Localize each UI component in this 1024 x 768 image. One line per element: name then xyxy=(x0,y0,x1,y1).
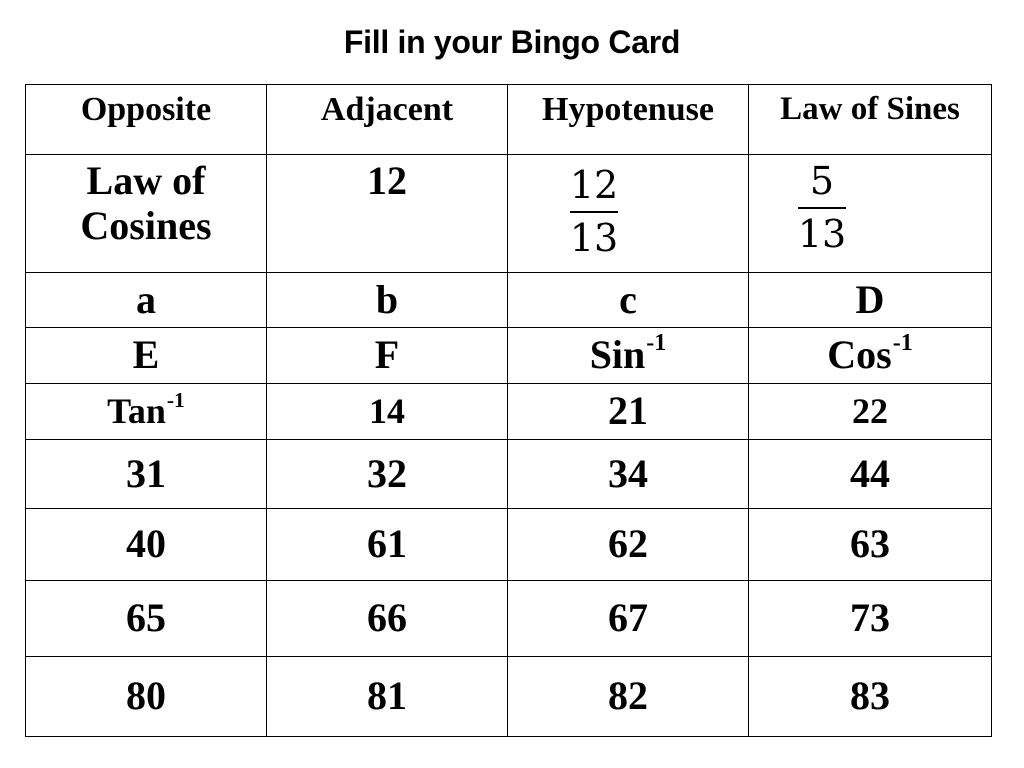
bingo-cell: c xyxy=(508,273,749,328)
bingo-cell: a xyxy=(26,273,267,328)
header-cell-hypotenuse: Hypotenuse xyxy=(508,85,749,155)
table-row xyxy=(26,440,992,509)
bingo-cell: 66 xyxy=(267,581,508,657)
bingo-cell-inverse-tangent xyxy=(26,384,267,440)
function-name: Tan xyxy=(107,391,166,432)
page-title: Fill in your Bingo Card xyxy=(343,24,681,60)
fraction-denominator: 13 xyxy=(569,216,619,260)
cell-line: Cosines xyxy=(80,202,212,248)
table-row xyxy=(26,273,992,328)
header-cell-opposite: Opposite xyxy=(26,85,267,155)
bingo-cell-inverse-cosine xyxy=(749,328,992,384)
header-cell-adjacent: Adjacent xyxy=(267,85,508,155)
bingo-cell: 67 xyxy=(508,581,749,657)
fraction xyxy=(570,165,618,260)
bingo-cell: 12 xyxy=(267,155,508,273)
inverse-exponent: -1 xyxy=(166,388,185,413)
table-row xyxy=(26,581,992,657)
bingo-cell: 34 xyxy=(508,440,749,509)
table-row xyxy=(26,155,992,273)
bingo-cell: 73 xyxy=(749,581,992,657)
bingo-cell-inverse-sine xyxy=(508,328,749,384)
cell-line: Law of xyxy=(86,158,206,203)
fraction xyxy=(798,161,846,256)
bingo-cell-law-of-cosines xyxy=(26,155,267,273)
bingo-cell: 21 xyxy=(508,384,749,440)
bingo-cell: 82 xyxy=(508,657,749,737)
fraction-numerator: 5 xyxy=(809,159,835,204)
bingo-cell: b xyxy=(267,273,508,328)
table-row xyxy=(26,509,992,581)
bingo-cell: 31 xyxy=(26,440,267,509)
bingo-cell: 80 xyxy=(26,657,267,737)
bingo-cell: 22 xyxy=(749,384,992,440)
bingo-cell: F xyxy=(267,328,508,384)
bingo-cell: D xyxy=(749,273,992,328)
header-cell-law-of-sines: Law of Sines xyxy=(749,85,992,155)
bingo-cell: E xyxy=(26,328,267,384)
bingo-cell: 44 xyxy=(749,440,992,509)
table-row xyxy=(26,384,992,440)
bingo-cell: 62 xyxy=(508,509,749,581)
bingo-cell: 32 xyxy=(267,440,508,509)
fraction-bar xyxy=(798,207,846,209)
bingo-cell: 63 xyxy=(749,509,992,581)
bingo-cell: 40 xyxy=(26,509,267,581)
fraction-numerator: 12 xyxy=(569,163,619,208)
inverse-exponent: -1 xyxy=(646,330,667,357)
bingo-cell: 83 xyxy=(749,657,992,737)
bingo-card xyxy=(25,84,992,737)
header-row xyxy=(26,85,992,155)
function-name: Cos xyxy=(827,332,892,378)
inverse-exponent: -1 xyxy=(892,330,913,357)
fraction-denominator: 13 xyxy=(797,212,847,256)
function-name: Sin xyxy=(589,332,646,378)
bingo-cell: 14 xyxy=(267,384,508,440)
bingo-cell: 61 xyxy=(267,509,508,581)
fraction-bar xyxy=(570,211,618,213)
bingo-cell-fraction xyxy=(749,155,992,273)
table-row xyxy=(26,657,992,737)
bingo-cell: 65 xyxy=(26,581,267,657)
bingo-cell: 81 xyxy=(267,657,508,737)
bingo-cell-fraction xyxy=(508,155,749,273)
table-row xyxy=(26,328,992,384)
